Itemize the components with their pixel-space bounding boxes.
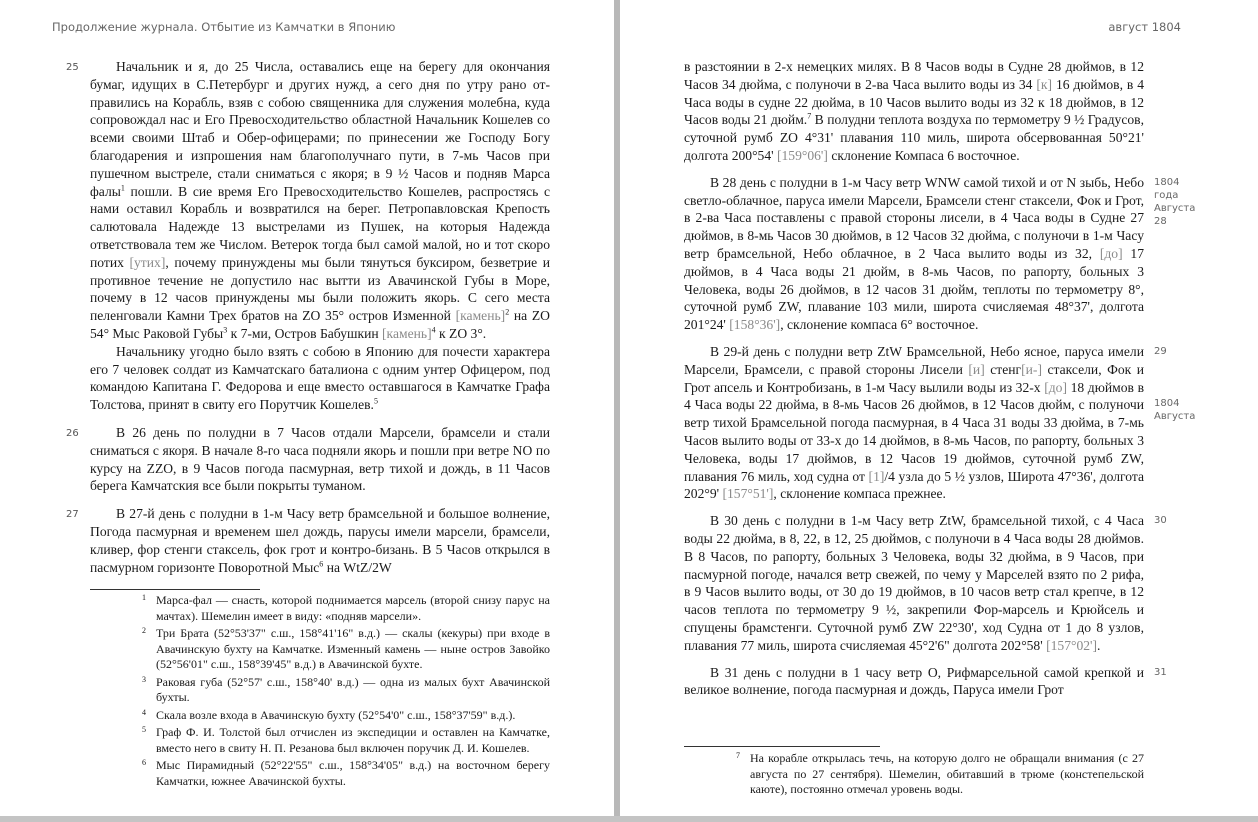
paragraph: [66, 505, 550, 576]
margin-date-29: 29: [1154, 345, 1167, 357]
footnote-number: 4: [142, 707, 146, 717]
right-running-header: август 1804: [1108, 20, 1181, 34]
right-body-text: [684, 58, 1196, 699]
footnote-number: 3: [142, 674, 146, 684]
footnote: 7 На корабле открылась течь, на которую долго не обращали внимания (с 27 августа по 27 сентября). Шемелин, обитавший в трюме (констепельской каюте), постоянно отмечал уровень воды.: [736, 751, 1144, 798]
paragraph-text: в разстоянии в 2-х немецких милях. В 8 Часов воды в Судне 28 дюймов, в 12 Часов 34 дюйма, с полуночи в 2-ва Часа вылито воды из 34 [к] 16 дюймов, в 4 Часа воды в судне 22 дюйма, в 10 Часов вылито воды из 32 к 18 дюймов, в 12 Часов воды 21 дюйм.$^7$ В полудни теплота воздуха по термометру 9 ½ Градусов, суточной румб ZO 4°31' плавания 110 миль, широта обсервованная 50°21' долгота 200°54' [159°06'] склонение Компаса 6 восточное.: [684, 59, 1144, 163]
left-running-header: Продолжение журнала. Отбытие из Камчатки в Японию: [52, 20, 396, 34]
paragraph-text: В 27-й день с полудни в 1-м Часу ветр брамсельной и большое волнение, Погода пасмурная и временем шел дождь, парусы имели марсели, брамсели, кливер, фор стенги стаксель, фок грот и контро-бизань. В 5 Часов открылся в пасмурном горизонте Поворотной Мыс$^6$ на WtZ/2W: [90, 506, 550, 575]
footnote-rule: [684, 746, 880, 747]
paragraph: [684, 343, 1196, 503]
margin-note-aug28: 1804 года Августа 28: [1154, 176, 1196, 227]
footnote-rule: [90, 589, 260, 590]
paragraph-text: Начальнику угодно было взять с собою в Японию для почести характера его 7 человек солдат из Камчатскаго баталиона с одним унтер Офицером, под командою Капитана Г. Федорова и еще вместо оставшагося в Камчатке Графа Толстова, принят в свиту его Порутчик Кошелев.$^5$: [90, 343, 550, 413]
margin-date-27: 27: [66, 509, 79, 521]
bottom-scrollbar[interactable]: [0, 816, 1258, 822]
paragraph: [684, 174, 1196, 334]
margin-date-30: 30: [1154, 515, 1167, 527]
paragraph-text: В 28 день с полудни в 1-м Часу ветр WNW самой тихой и от N зыбь, Небо светло-облачное, паруса имели Марсели, Брамсели стенг стаксели, Фок и Грот, в 2-ва Часа поставлены с правой стороны лисели, в 4 Часа воды в Судне 27 дюймов, в 8-мь Часов 30 дюймов, в 12 Часов 32 дюйма, с полуночи в 1-м Часу ветр брамсельной, Небо облачное, в 2 Часа вылито воды из 32, [до] 17 дюймов, в 4 Часа воды 21 дюйм, в 8-мь Часов, по рапорту, больных 3 Человека, воды 26 дюймов, в 12 часов 31 дюйм, теплоты по термометру 8°, суточной румб ZW, плавание 103 мили, широта счисляемая 48°37', долгота 201°24' [158°36'], склонение компаса 6° восточное.: [684, 174, 1144, 333]
left-body-text: [66, 58, 550, 576]
paragraph-text: В 26 день по полудни в 7 Часов отдали Марсели, брамсели и стали сниматься с якоря. В начале 8-го часа подняли якорь и пошли при ветре NO по курсу на ZZO, в 9 Часов погода пасмурная, ветр тихой и дождь, в 11 Часов берега Камчатския все были покрыты туманом.: [90, 424, 550, 494]
footnote: 3 Раковая губа (52°57' с.ш., 158°40' в.д.) — одна из малых бухт Авачинской бухты.: [142, 675, 550, 706]
margin-date-26: 26: [66, 427, 79, 439]
footnote: 5 Граф Ф. И. Толстой был отчислен из экспедиции и оставлен на Камчатке, вместо него в свиту Н. П. Резанова был включен поручик Д. И. Кошелев.: [142, 725, 550, 756]
left-page: [0, 0, 614, 816]
footnote: 4 Скала возле входа в Авачинскую бухту (52°54'0" с.ш., 158°37'59" в.д.).: [142, 708, 550, 724]
paragraph: [90, 343, 550, 414]
footnote-number: 1: [142, 593, 146, 602]
left-footnotes: [142, 593, 550, 791]
footnote-number: 7: [736, 751, 740, 760]
paragraph: [66, 424, 550, 495]
paragraph: [66, 58, 550, 343]
right-page: [620, 0, 1258, 816]
paragraph: [684, 58, 1144, 165]
paragraph-text: Начальник и я, до 25 Числа, оставались еще на берегу для окончания бумаг, идущих в С.Петербург и других нужд, а сего дня по утру рано отправились на Корабль, взяв с собою священника для служения молебна, куда сопровождал нас и Его Превосходительство областной Начальник Кошелев со всеми своими Штаб и Обер-офицерами; по принесении же Господу Богу благодарения и изпрошения нам благополучнаго пути, в 7-мь Часов при пушечном выстреле, стали сниматься с якоря; в 9 ½ Часов и подняв Марса фалы$^1$ пошли. В сие время Его Превосходительство Кошелев, распростясь с нами оставил Корабль и возвратился на берег. Петропавловская Крепость салютовала Надежде 13 выстрелами из Пушек, на которыя Надежда ответствовала тем же Числом. Ветерок тогда был самой малой, но и тот скоро потих [утих], почему принуждены мы были тянуться буксиром, безветрие и противное течение не допустило нас вытти из Авачинской Губы в Море, почему в 12 часов принуждены мы были положить якорь. С сего места пеленговали Камни Трех братов на ZO 35° остров Изменной [камень]$^2$ на ZO 54° Мыс Раковой Губы$^3$ к 7-ми, Остров Бабушкин [камень]$^4$ к ZO 3°.: [90, 59, 550, 341]
margin-date-25: 25: [66, 62, 79, 73]
paragraph: [684, 512, 1167, 654]
paragraph-text: В 30 день с полудни в 1-м Часу ветр ZtW, брамсельной тихой, с 4 Часа воды 22 дюйма, в 8, 22, в 12, 25 дюймов, с полуночи в 4 Часа воды 28 дюймов. В 8 Часов, по рапорту, больных 3 Человека, воды 32 дюйма, в 9 Часов, при пасмурной погоде, начался ветр свежей, по чему у Марселей взято по 2 рифа, в 9 Часов вылито воды, от 30 до 19 дюймов, в 10 часов ветр стал крепче, в 12 часов теплота по термометру 9 ½, закрепили Фор-марсель и Крюйсель и спущены брамстенги. Суточной румб ZW 22°30', ход Судна от 1 до 8 узлов, плавания 77 миль, широта счисляемая 45°2'6" долгота 202°58' [157°02'].: [684, 513, 1144, 653]
paragraph-text: В 29-й день с полудни ветр ZtW Брамсельной, Небо ясное, паруса имели Марсели, Брамсели, с правой стороны Лисели [и] стенг[и-] стаксели, Фок и Грот апсель и Контробизань, в 1-м Часу вылили воды из 32-х [до] 18 дюймов в 4 Часа воды 22 дюйма, в 8-мь Часов 26 дюймов, в 12 Часов дюйм, с полуночи ветр тихой Брамсельной погода пасмурная, в 4 Часа 31 воды 33 дюйма, в 7-мь Часов вылито воды от 33-х до 14 дюймов, в 8-мь Часов, по рапорту, больных 3 Человека, воды 17 дюймов, в 12 Часов 19 дюймов, суточной румб ZW, плавания 76 миль, ход судна от [1]/4 узла до 5 ½ узлов, Широта 47°36', долгота 202°9' [157°51'], склонение компаса прежнее.: [684, 343, 1145, 502]
footnote-number: 2: [142, 626, 146, 635]
right-footnotes: [736, 751, 1144, 800]
footnote-number: 6: [142, 758, 146, 767]
margin-note-aug: 1804 Августа: [1154, 397, 1196, 422]
paragraph: [684, 664, 1167, 700]
footnote-number: 5: [142, 725, 146, 734]
footnote: 2 Три Брата (52°53'37" с.ш., 158°41'16" в.д.) — скалы (кекуры) при входе в Авачинскую бухту на Камчатке. Изменный камень — ныне остров Завойко (52°56'01" с.ш., 158°39'45" в.д.) в Авачинской бухте.: [142, 626, 550, 673]
paragraph-text: В 31 день с полудни в 1 часу ветр O, Рифмарсельной самой крепкой и великое волнение, погода пасмурная и дождь, Паруса имели Грот: [684, 664, 1144, 698]
footnote: 1 Марса-фал — снасть, которой поднимается марсель (второй снизу парус на мачтах). Шемелин имеет в виду: «подняв марсели».: [142, 593, 550, 624]
margin-date-31: 31: [1154, 666, 1167, 678]
footnote: 6 Мыс Пирамидный (52°22'55" с.ш., 158°34'05" в.д.) на восточном берегу Камчатки, южнее Авачинской бухты.: [142, 758, 550, 789]
